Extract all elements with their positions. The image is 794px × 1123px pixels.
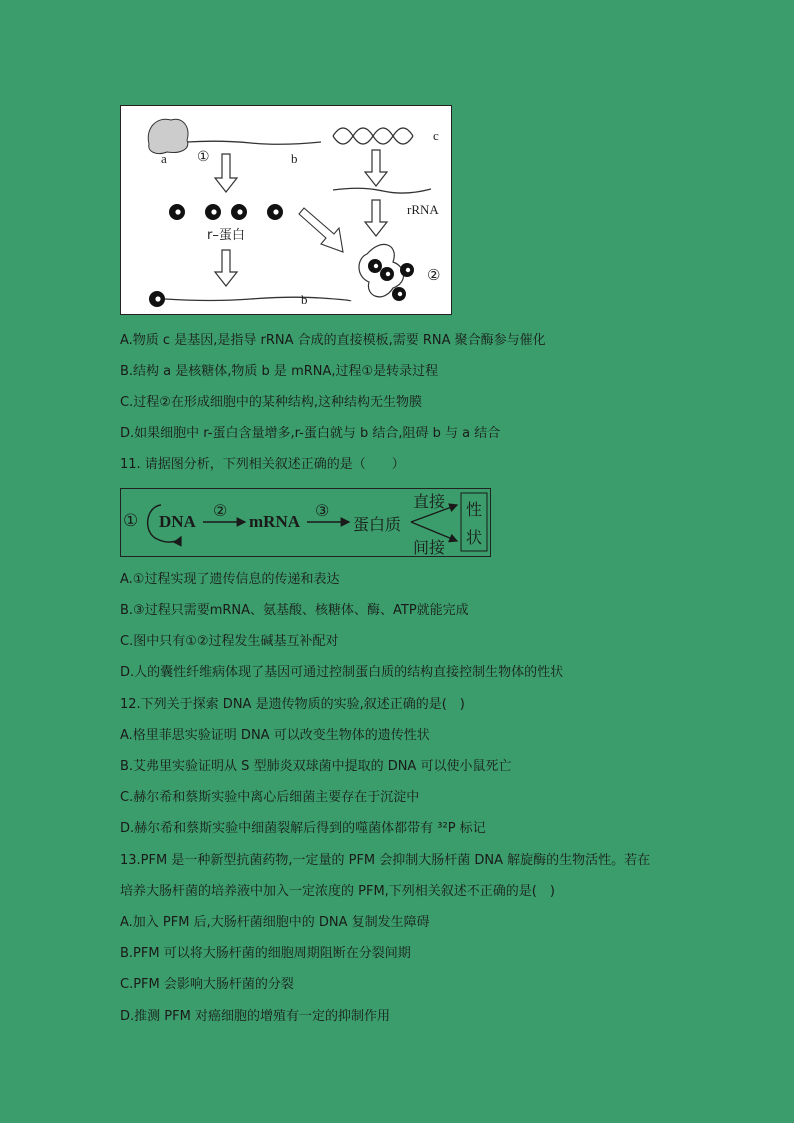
q12-option-d: D.赫尔希和蔡斯实验中细菌裂解后得到的噬菌体都带有 ³²P 标记 <box>120 821 486 836</box>
protein-label: 蛋白质 <box>353 515 402 534</box>
arrow-diagonal <box>299 208 343 252</box>
trait-char-1: 性 <box>466 500 483 519</box>
mrna-line-bottom <box>165 297 351 301</box>
arrow-down-2 <box>215 250 237 286</box>
central-dogma-diagram <box>120 488 491 557</box>
ribosome-diagram <box>120 105 452 315</box>
q11-option-b: B.③过程只需要mRNA、氨基酸、核糖体、酶、ATP就能完成 <box>120 603 469 618</box>
q11-option-a: A.①过程实现了遗传信息的传递和表达 <box>120 572 340 587</box>
label-c: c <box>433 128 439 143</box>
q13-stem-line1: 13.PFM 是一种新型抗菌药物,一定量的 PFM 会抑制大肠杆菌 DNA 解旋酶的生物活性。若在 <box>120 853 651 868</box>
q13-option-c: C.PFM 会影响大肠杆菌的分裂 <box>120 977 294 992</box>
r-protein-dots <box>169 204 283 220</box>
trait-char-2: 状 <box>466 528 483 547</box>
q11-option-c: C.图中只有①②过程发生碱基互补配对 <box>120 634 339 649</box>
circle-3: ③ <box>315 501 330 520</box>
indirect-label: 间接 <box>413 538 446 557</box>
structure-a-blob <box>148 119 188 153</box>
arrow-down-4 <box>365 200 387 236</box>
mrna-line-top <box>187 141 321 144</box>
label-2: ② <box>427 268 441 284</box>
q12-option-a: A.格里菲思实验证明 DNA 可以改变生物体的遗传性状 <box>120 728 430 743</box>
q10-option-a: A.物质 c 是基因,是指导 rRNA 合成的直接模板,需要 RNA 聚合酶参与催化 <box>120 333 546 348</box>
q11-option-d: D.人的囊性纤维病体现了基因可通过控制蛋白质的结构直接控制生物体的性状 <box>120 665 564 680</box>
arrow-down-1 <box>215 154 237 192</box>
q13-stem-line2: 培养大肠杆菌的培养液中加入一定浓度的 PFM,下列相关叙述不正确的是( ) <box>120 884 555 899</box>
ribosome-diagram-graphic <box>121 106 453 316</box>
circle-2: ② <box>213 501 228 520</box>
label-b-bottom: b <box>301 292 308 307</box>
rrna-line <box>333 188 431 193</box>
circle-1: ① <box>123 511 139 531</box>
label-1: ① <box>197 150 210 165</box>
direct-label: 直接 <box>413 492 446 511</box>
q10-option-b: B.结构 a 是核糖体,物质 b 是 mRNA,过程①是转录过程 <box>120 364 439 379</box>
label-rprotein: r–蛋白 <box>207 228 245 243</box>
arrow-down-3 <box>365 150 387 186</box>
label-rrna: rRNA <box>407 202 439 217</box>
q12-stem: 12.下列关于探索 DNA 是遗传物质的实验,叙述正确的是( ) <box>120 697 465 712</box>
q12-option-b: B.艾弗里实验证明从 S 型肺炎双球菌中提取的 DNA 可以使小鼠死亡 <box>120 759 512 774</box>
q11-stem: 11. 请据图分析，下列相关叙述正确的是（ ） <box>120 457 405 472</box>
dna-helix-strand2 <box>333 128 413 144</box>
q13-option-a: A.加入 PFM 后,大肠杆菌细胞中的 DNA 复制发生障碍 <box>120 915 430 930</box>
q10-option-c: C.过程②在形成细胞中的某种结构,这种结构无生物膜 <box>120 395 422 410</box>
q12-option-c: C.赫尔希和蔡斯实验中离心后细菌主要存在于沉淀中 <box>120 790 420 805</box>
label-a: a <box>161 151 167 166</box>
q13-option-b: B.PFM 可以将大肠杆菌的细胞周期阻断在分裂间期 <box>120 946 411 961</box>
dna-label: DNA <box>159 512 196 531</box>
q10-option-d: D.如果细胞中 r-蛋白含量增多,r-蛋白就与 b 结合,阻碍 b 与 a 结合 <box>120 426 501 441</box>
label-b-top: b <box>291 151 298 166</box>
q13-option-d: D.推测 PFM 对癌细胞的增殖有一定的抑制作用 <box>120 1009 390 1024</box>
mrna-label: mRNA <box>249 512 300 531</box>
